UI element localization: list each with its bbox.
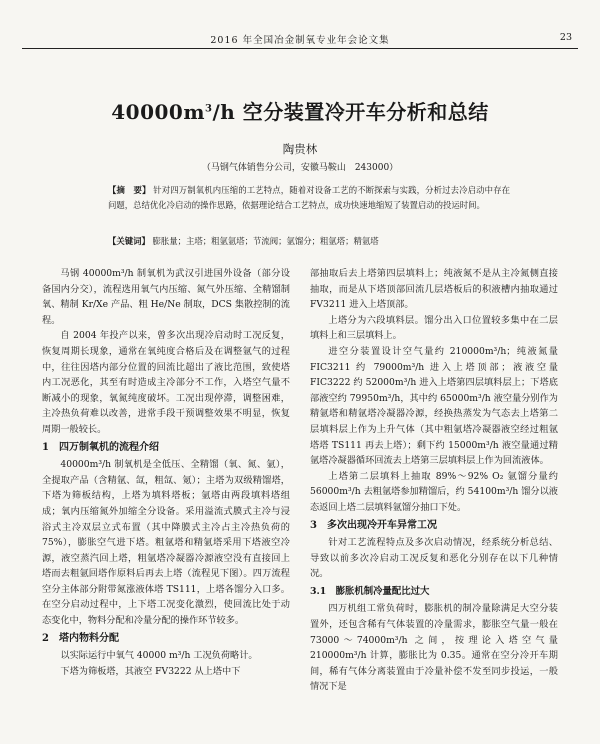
keywords: [108, 234, 510, 248]
header-rule: [22, 48, 578, 49]
page-number: 23: [559, 32, 572, 43]
section-heading: 2 塔内物料分配: [42, 632, 119, 644]
body-paragraph: 针对工艺流程特点及多次启动情况，经系统分析总结、导致以前多次冷启动工况反复和恶化分别存在以下几种情况。: [310, 537, 558, 580]
body-paragraph: 四万机组工常负荷时，膨胀机的制冷量除满足大空分装置外，还包含稀有气体装置的冷量需求，膨胀空气量一般在 73000～74000m³/h 之间，按理论入塔空气量 210000m³/h 计算，膨胀比为 0.35。通常在空分冷开车期间，稀有气体分离装置由于冷量补偿不发至同步投运，一般情况下是: [310, 603, 558, 693]
keywords-text: 膨胀量；主塔；粗氩氩塔；节流阀；氩馏分；粗氩塔；精氩塔: [152, 236, 379, 246]
body-paragraph: 马钢 40000m³/h 制氧机为武汉引进国外设备（部分设备国内分交），流程选用氧气内压缩、氮气外压缩、全精馏制氧、精制 Kr/Xe 产品、粗 He/Ne 制取，DCS 集散控制的流程。: [42, 268, 290, 326]
abstract: [108, 183, 510, 212]
right-column: [310, 266, 558, 695]
body-paragraph: 以实际运行中氧气 40000 m³/h 工况负荷略计。: [60, 650, 258, 662]
section-heading: 3 多次出现冷开车异常工况: [310, 519, 437, 531]
abstract-label: 【摘 要】: [108, 185, 151, 195]
body-paragraph: 自 2004 年投产以来，曾多次出现冷启动时工况反复，恢复周期长现象，通常在氧纯度合格后及在调整氩气的过程中，往往因塔内部分位置的回流比超出了液比范围，致使塔内工况恶化，其至有时造成主冷部分不工作，入塔空气量不断减小的现象，氧氮纯度破坏。工况出现停滞，调整困难，主冷热负荷难以改善，进常手段干预调整效果不明显，恢复周期一般较长。: [42, 330, 290, 435]
keywords-label: 【关键词】: [108, 236, 150, 246]
paper-title: [0, 96, 600, 125]
body-paragraph: 进空分装置设计空气量约 210000m³/h；纯液氮量 FIC3211 约 79000m³/h 进入上塔顶部；液液空量 FIC3222 约 52000m³/h 进入上塔第四层填料层上；下塔底部液空约 79950m³/h，其中约 65000m³/h 液空量分别作为精氩塔和精氩塔冷凝器冷源，经换热蒸发为气态去上塔第二层填料层上作为上升气体（其中粗氩塔冷凝器液空经过粗氩塔塔 TS111 再去上塔）；剩下约 15000m³/h 液空量通过精氩塔冷凝器循环回流去上塔第三层填料层上作为回流液体。: [310, 345, 558, 467]
body-paragraph: 上塔分为六段填料层。馏分出入口位置较多集中在二层填料上和三层填料上。: [310, 314, 558, 342]
body-paragraph: 40000m³/h 制氧机是全低压、全精馏（氧、氮、氩），全提取产品（含精氩、氙，粗氙、氪）；主塔为双级精馏塔，下塔为筛板结构，上塔为填料塔板；氩塔由两段填料塔组成；氧内压缩氮外加缩全分设备。采用溢流式膜式主冷与浸浴式主冷双层立式布置（其中降膜式主冷占主冷热负荷的 75%），膨胀空气进下塔。粗氩塔和精氩塔采用下塔液空冷源，液空蒸汽回上塔，粗氩塔冷凝器冷源液空没有直接回上塔而去粗氩回塔作原料后再去上塔（流程见下图）。四万流程空分主体部分附带氮涨液体塔 TS111，上塔各馏分入口多。在空分启动过程中，上下塔工况变化激烈，使回流比处于动态变化中，物料分配和冷量分配的操作环节较多。: [42, 459, 290, 627]
author: 陶贵林: [282, 142, 318, 156]
section-heading: 1 四万制氧机的流程介绍: [42, 441, 159, 453]
title-suffix: /h 空分装置冷开车分析和总结: [212, 100, 489, 124]
section-heading: 3.1 膨胀机制冷量配比过大: [310, 585, 430, 597]
running-head: 2016 年全国冶金制氧专业年会论文集: [210, 35, 390, 46]
title-superscript: 3: [204, 103, 213, 115]
abstract-text: 针对四万制氧机内压缩的工艺特点，随着对设备工艺的不断探索与实践，分析过去冷启动中存在问题，总结优化冷启动的操作思路，依据理论结合工艺特点，成功快速地缩短了装置启动的投运时间。: [108, 185, 511, 210]
body-paragraph: 下塔为筛板塔，其液空 FV3222 从上塔中下: [60, 665, 241, 677]
body-paragraph: 上塔第二层填料上抽取 89%～92% O₂ 氩馏分量约 56000m³/h 去粗氩塔参加精馏后，约 54100m³/h 馏分以液态返回上塔二层填料氩馏分抽口下处。: [310, 470, 558, 513]
left-column: [42, 266, 290, 679]
body-paragraph: 部抽取后去上塔第四层填料上；纯液氮不是从主冷氮侧直接抽取，而是从下塔顶部回流几层塔板后的积液槽内抽取通过 FV3211 进入上塔顶部。: [310, 268, 558, 311]
affiliation: （马钢气体销售分公司，安徽马鞍山 243000）: [201, 163, 399, 173]
title-prefix: 40000m: [111, 100, 205, 124]
